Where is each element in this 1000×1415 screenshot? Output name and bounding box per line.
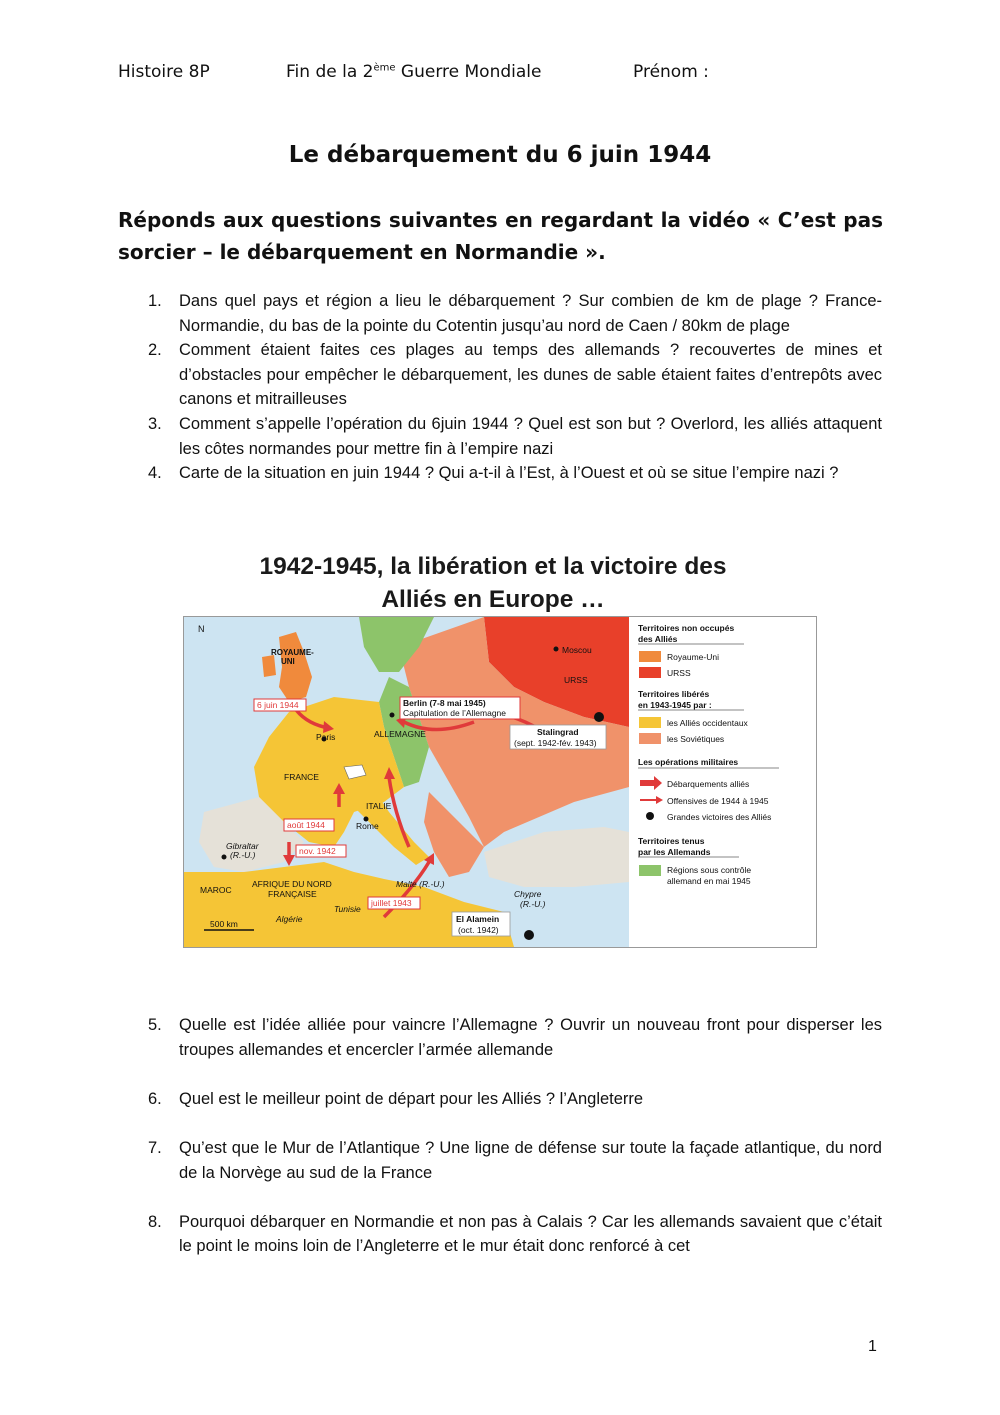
question-item: 7. Qu’est que le Mur de l’Atlantique ? Une ligne de défense sur toute la façade atlantique, du nord de la Norvège au sud de la France xyxy=(148,1138,882,1182)
legend-item: Régions sous contrôle xyxy=(667,865,752,875)
question-item: 3. Comment s’appelle l’opération du 6juin 1944 ? Quel est son but ? Overlord, les alliés attaquent les côtes normandes pour mettre fin à l’empire nazi xyxy=(148,414,882,458)
map-label: FRANÇAISE xyxy=(268,889,317,899)
map-label: El Alamein xyxy=(456,914,500,924)
question-item: 8. Pourquoi débarquer en Normandie et non pas à Calais ? Car les allemands savaient que c’était le point le moins loin de l’Angleterre et le mur était donc renforcé à cet xyxy=(148,1212,882,1256)
legend-heading: par les Allemands xyxy=(638,847,711,857)
map-label: Berlin (7-8 mai 1945) xyxy=(403,698,486,708)
instructions: Réponds aux questions suivantes en regardant la vidéo « C’est pas sorcier – le débarquement en Normandie ». xyxy=(118,208,883,264)
map-label: ALLEMAGNE xyxy=(374,729,426,739)
map-label: nov. 1942 xyxy=(299,846,336,856)
map-label: URSS xyxy=(564,675,588,685)
page-title: Le débarquement du 6 juin 1944 xyxy=(288,142,712,168)
legend-item: Débarquements alliés xyxy=(667,779,750,789)
map-label: (R.-U.) xyxy=(230,850,256,860)
map-label: août 1944 xyxy=(287,820,325,830)
legend-heading: des Alliés xyxy=(638,634,678,644)
legend-item: Grandes victoires des Alliés xyxy=(667,812,772,822)
subject-label: Histoire 8P xyxy=(118,62,210,82)
map-label: FRANCE xyxy=(284,772,319,782)
map-label: Tunisie xyxy=(334,904,361,914)
map-label: Gibraltar xyxy=(226,841,259,851)
map-label: Chypre xyxy=(514,889,542,899)
legend-heading: Territoires tenus xyxy=(638,836,705,846)
name-label: Prénom : xyxy=(633,62,709,82)
map-label: ROYAUME- xyxy=(271,648,314,657)
map-label: Stalingrad xyxy=(537,727,579,737)
legend-heading: Territoires non occupés xyxy=(638,623,735,633)
legend-item: Royaume-Uni xyxy=(667,652,719,662)
map-label: Rome xyxy=(356,821,379,831)
map-label: Moscou xyxy=(562,645,592,655)
question-item: 6. Quel est le meilleur point de départ pour les Alliés ? l’Angleterre xyxy=(148,1089,644,1108)
legend-heading: Les opérations militaires xyxy=(638,757,739,767)
europe-map xyxy=(184,617,816,947)
question-item: 2. Comment étaient faites ces plages au temps des allemands ? recouvertes de mines et d’obstacles pour empêcher le débarquement, les dunes de sable étaient faites d’entrepôts avec canons et mitrailleuses xyxy=(148,341,882,409)
legend-item: Offensives de 1944 à 1945 xyxy=(667,796,769,806)
map-label: Paris xyxy=(316,732,336,742)
map-label: (oct. 1942) xyxy=(458,925,499,935)
ireland-region xyxy=(262,655,276,677)
legend-heading: Territoires libérés xyxy=(638,689,710,699)
legend-heading: en 1943-1945 par : xyxy=(638,700,712,710)
map-title: 1942-1945, la libération et la victoire des Alliés en Europe … xyxy=(259,553,727,613)
map-label: juillet 1943 xyxy=(371,898,412,908)
map-image xyxy=(183,616,817,948)
map-label: 6 juin 1944 xyxy=(257,700,299,710)
map-label: (R.-U.) xyxy=(520,899,546,909)
map-label: UNI xyxy=(281,657,295,666)
questions-bottom xyxy=(148,1013,882,1259)
map-label: MAROC xyxy=(200,885,232,895)
map-label: ITALIE xyxy=(366,801,392,811)
legend-item: URSS xyxy=(667,668,691,678)
legend-item: les Alliés occidentaux xyxy=(667,718,748,728)
question-item: 4. Carte de la situation en juin 1944 ? Qui a-t-il à l’Est, à l’Ouest et où se situe l’empire nazi ? xyxy=(148,464,839,483)
north-label: N xyxy=(198,624,205,634)
legend-item: allemand en mai 1945 xyxy=(667,876,751,886)
map-label: Capitulation de l’Allemagne xyxy=(403,708,507,718)
map-scale-label: 500 km xyxy=(210,919,238,929)
topic-label: Fin de la 2ème Guerre Mondiale xyxy=(286,62,542,82)
map-label: Malte (R.-U.) xyxy=(396,879,445,889)
questions-top xyxy=(148,289,882,486)
map-figure xyxy=(183,550,817,948)
question-item: 5. Quelle est l’idée alliée pour vaincre l’Allemagne ? Ouvrir un nouveau front pour disperser les troupes allemandes et encercler l’armée allemande xyxy=(148,1016,882,1059)
question-item: 1. Dans quel pays et région a lieu le débarquement ? Sur combien de km de plage ? France-Normandie, du bas de la pointe du Cotentin jusqu’au nord de Caen / 80km de plage xyxy=(148,292,882,335)
map-label: AFRIQUE DU NORD xyxy=(252,879,332,889)
legend-item: les Soviétiques xyxy=(667,734,725,744)
map-label: Algérie xyxy=(276,914,303,924)
page-header xyxy=(118,62,888,86)
page-number: 1 xyxy=(868,1338,877,1355)
map-label: (sept. 1942-fév. 1943) xyxy=(514,738,597,748)
